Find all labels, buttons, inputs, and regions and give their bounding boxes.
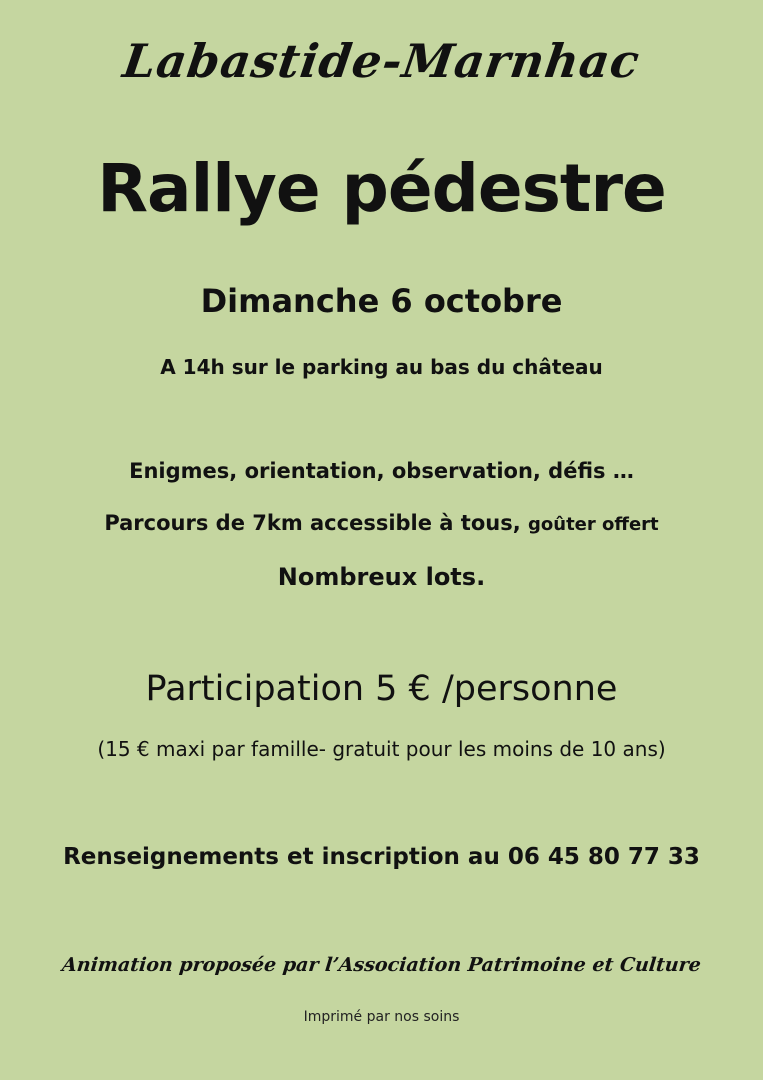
event-date: Dimanche 6 octobre	[200, 282, 563, 320]
event-price-note: (15 € maxi par famille- gratuit pour les moins de 10 ans)	[97, 737, 666, 761]
printed-note: Imprimé par nos soins	[303, 1009, 460, 1025]
association-credit: Animation proposée par l’Association Patrimoine et Culture	[61, 954, 702, 976]
event-course	[0, 511, 763, 535]
event-prizes: Nombreux lots.	[277, 563, 486, 591]
town-name: Labastide-Marnhac	[119, 34, 644, 88]
course-extra-text: goûter offert	[528, 514, 659, 535]
course-main-text: Parcours de 7km accessible à tous,	[104, 511, 521, 535]
event-activities: Enigmes, orientation, observation, défis …	[129, 459, 634, 483]
event-contact: Renseignements et inscription au 06 45 80 77 33	[63, 844, 700, 870]
event-place: A 14h sur le parking au bas du château	[160, 355, 603, 379]
event-title: Rallye pédestre	[97, 150, 666, 227]
event-price: Participation 5 € /personne	[145, 669, 618, 709]
